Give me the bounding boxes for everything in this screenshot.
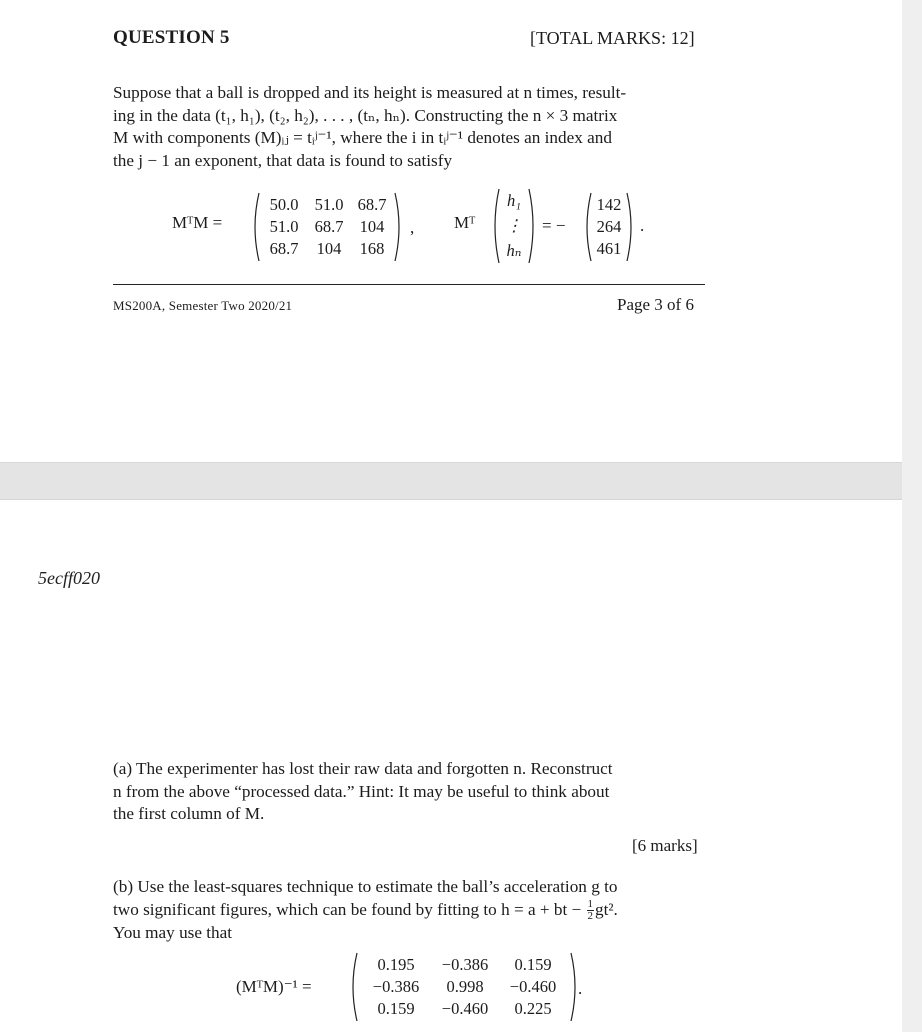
h-vector-cell: h₁ xyxy=(507,191,521,210)
right-paren xyxy=(626,192,636,262)
part-a xyxy=(113,758,707,826)
mtm-cell: 104 xyxy=(316,239,342,258)
part-a-line: the first column of M. xyxy=(113,804,265,823)
part-b-line: (b) Use the least-squares technique to estimate the ball’s acceleration g to xyxy=(113,877,618,896)
intro-line: the j − 1 an exponent, that data is found to satisfy xyxy=(113,150,453,170)
part-a-line: (a) The experimenter has lost their raw data and forgotten n. Reconstruct xyxy=(113,759,613,778)
mtm-matrix xyxy=(250,192,404,262)
right-paren xyxy=(528,188,538,264)
mtm-label: MᵀM = xyxy=(172,213,223,232)
pdf-page-3 xyxy=(0,0,902,462)
mtm-cell: 51.0 xyxy=(269,217,299,236)
part-b-line: You may use that xyxy=(113,923,233,943)
mtm-cell: 68.7 xyxy=(269,239,299,258)
equals-minus: = − xyxy=(542,216,566,235)
part-a-line: n from the above “processed data.” Hint: It may be useful to think about xyxy=(113,781,610,801)
intro-line: M with components (M)ᵢⱼ = tᵢʲ⁻¹, where the i in tᵢʲ⁻¹ denotes an index and xyxy=(113,128,612,147)
period: . xyxy=(640,216,645,235)
intro-line: ing in the data (t₁, h₁), (t₂, h₂), . . . , (tₙ, hₙ). Constructing the n × 3 matrix xyxy=(113,105,618,125)
rhs-cell: 142 xyxy=(596,195,622,214)
rhs-cell: 264 xyxy=(596,217,622,236)
h-vector-cell: hₙ xyxy=(506,241,522,260)
inverse-cell: 0.998 xyxy=(446,977,484,996)
inverse-cell: 0.159 xyxy=(514,955,552,974)
viewer-scrollbar-track[interactable] xyxy=(902,0,922,1032)
footer-course: MS200A, Semester Two 2020/21 xyxy=(113,298,293,313)
mtm-cell: 68.7 xyxy=(314,217,344,236)
inverse-period: . xyxy=(578,979,583,998)
intro-line: Suppose that a ball is dropped and its height is measured at n times, result- xyxy=(113,83,627,102)
inverse-cell: 0.195 xyxy=(377,955,415,974)
inverse-cell: 0.225 xyxy=(514,999,552,1018)
fraction-numerator: 1 xyxy=(587,898,594,911)
mtm-cell: 50.0 xyxy=(269,195,299,214)
pdf-page-4 xyxy=(0,500,902,1032)
inverse-matrix xyxy=(348,952,583,1022)
part-a-marks: [6 marks] xyxy=(632,836,698,855)
comma: , xyxy=(410,218,415,237)
one-half-fraction xyxy=(587,899,595,922)
mtm-cell: 68.7 xyxy=(357,195,387,214)
page-separator xyxy=(0,462,902,500)
h-vector-cell: ⋮ xyxy=(505,216,523,235)
total-marks: [TOTAL MARKS: 12] xyxy=(530,28,695,48)
footer-page-number: Page 3 of 6 xyxy=(617,295,694,314)
part-b-line2-prefix: two significant figures, which can be found by fitting to h = a + bt − xyxy=(113,899,582,919)
mtm-cell: 51.0 xyxy=(314,195,344,214)
fraction-denominator: 2 xyxy=(587,910,594,923)
mtm-cell: 168 xyxy=(359,239,385,258)
left-paren xyxy=(348,952,358,1022)
part-b-line-2 xyxy=(113,899,707,923)
rhs-vector xyxy=(582,192,636,262)
left-paren xyxy=(250,192,260,262)
h-vector xyxy=(490,188,538,264)
inverse-cell: −0.386 xyxy=(441,955,489,974)
watermark-id: 5ecff020 xyxy=(38,568,100,588)
left-paren xyxy=(582,192,592,262)
footer-rule xyxy=(113,284,705,285)
inverse-cell: −0.386 xyxy=(372,977,420,996)
inverse-label: (MᵀM)⁻¹ = xyxy=(236,977,312,996)
part-b-line2-suffix: gt². xyxy=(595,899,618,919)
inverse-cell: 0.159 xyxy=(377,999,415,1018)
mt-label: Mᵀ xyxy=(454,213,476,232)
right-paren xyxy=(394,192,404,262)
rhs-cell: 461 xyxy=(596,239,622,258)
question-intro xyxy=(113,82,707,172)
part-b xyxy=(113,876,707,945)
mtm-cell: 104 xyxy=(359,217,385,236)
question-title: QUESTION 5 xyxy=(113,27,230,48)
inverse-cell: −0.460 xyxy=(509,977,557,996)
inverse-cell: −0.460 xyxy=(441,999,489,1018)
left-paren xyxy=(490,188,500,264)
